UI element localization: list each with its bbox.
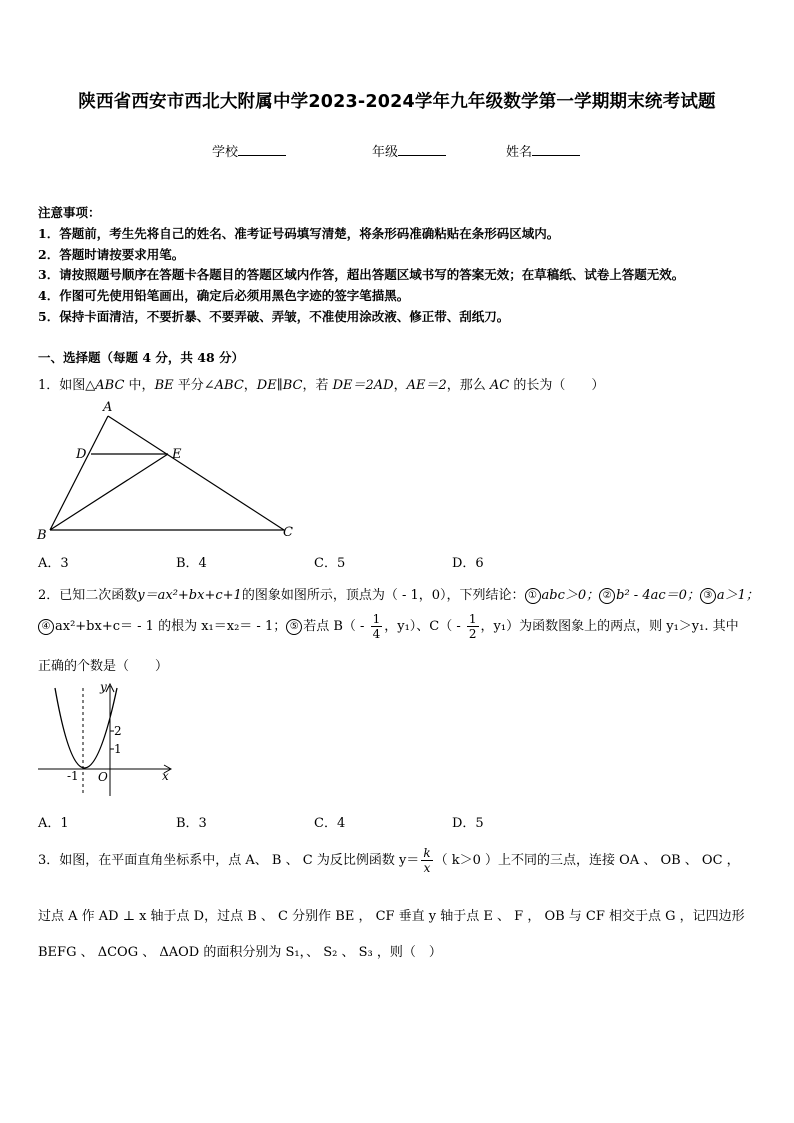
tick-1-label: 1 (114, 742, 122, 756)
axis-x-label: x (162, 769, 169, 783)
q1-option-c: C．5 (314, 556, 346, 571)
label-c: C (283, 525, 293, 540)
name-field (506, 141, 580, 160)
note-item: 2．答题时请按要求用笔。 (38, 247, 185, 262)
label-a: A (103, 400, 113, 415)
origin-label: O (98, 770, 108, 784)
q1-option-a: A．3 (38, 556, 69, 571)
question-2-line-3: 正确的个数是（ ） (38, 659, 169, 674)
name-label: 姓名 (506, 145, 533, 160)
grade-label: 年级 (372, 145, 399, 160)
note-item: 3．请按照题号顺序在答题卡各题目的答题区域内作答，超出答题区域书写的答案无效；在草稿纸、试卷上答题无效。 (38, 267, 685, 282)
school-field (212, 141, 286, 160)
q1-option-b: B．4 (176, 556, 207, 571)
school-label: 学校 (212, 145, 239, 160)
triangle-figure (30, 396, 300, 546)
question-1-text: 1．如图△ABC 中，BE 平分∠ABC，DE∥BC，若 DE＝2AD，AE＝2，那么 AC 的长为（ ） (38, 378, 605, 393)
school-blank (238, 143, 286, 156)
fraction-k-over-x: $\frac{k}{x}$ (423, 846, 431, 875)
grade-blank (398, 143, 446, 156)
note-item: 1．答题前，考生先将自己的姓名、准考证号码填写清楚，将条形码准确粘贴在条形码区域内。 (38, 226, 560, 241)
notes-heading: 注意事项： (38, 205, 101, 220)
q2-option-c: C．4 (314, 816, 346, 831)
section-heading: 一、选择题（每题 4 分，共 48 分） (38, 350, 245, 365)
name-blank (532, 143, 580, 156)
q2-option-b: B．3 (176, 816, 207, 831)
q1-option-d: D．6 (452, 556, 484, 571)
label-e: E (172, 447, 182, 462)
grade-field (372, 141, 446, 160)
fraction-half: $\frac{1}{2}$ (468, 612, 477, 641)
note-item: 5．保持卡面清洁，不要折暴、不要弄破、弄皱，不准使用涂改液、修正带、刮纸刀。 (38, 309, 510, 324)
fraction-quarter: $\frac{1}{4}$ (372, 612, 381, 641)
tick-neg1-label: -1 (67, 769, 79, 783)
question-3-line-2: 过点 A 作 AD ⊥ x 轴于点 D，过点 B 、 C 分别作 BE ， CF 垂直 y 轴于点 E 、 F ， OB 与 CF 相交于点 G ，记四边形 (38, 909, 745, 924)
page-title: 陕西省西安市西北大附属中学2023-2024学年九年级数学第一学期期末统考试题 (78, 92, 716, 112)
parabola-figure (34, 678, 179, 803)
note-item: 4．作图可先使用铅笔画出，确定后必须用黑色字迹的签字笔描黑。 (38, 288, 410, 303)
question-2-line-2: ④ ax²+bx+c＝ - 1 的根为 x₁＝x₂＝ - 1； ⑤ 若点 B（ - $\frac{1}{4}$ ，y₁）、C（ - $\frac{1}{2}$ ，y₁）为函数图象上的两点，则 y₁＞y₁. 其中 (38, 612, 739, 641)
question-3-line-1: 3．如图，在平面直角坐标系中，点 A、 B 、 C 为反比例函数 y＝ $\frac{k}{x}$ （ k＞0 ）上不同的三点，连接 OA 、 OB 、 OC ， (38, 846, 740, 875)
q2-option-a: A．1 (38, 816, 69, 831)
question-2-line-1: 2．已知二次函数y＝ax²+bx+c+1的图象如图所示，顶点为（ - 1，0），下列结论： ① abc＞0； ② b² - 4ac＝0； ③ a＞1； (38, 588, 759, 603)
q2-option-d: D．5 (452, 816, 484, 831)
axis-y-label: y (100, 680, 107, 694)
label-d: D (76, 447, 87, 462)
label-b: B (37, 528, 47, 543)
question-3-line-3: BEFG 、 ΔCOG 、 ΔAOD 的面积分别为 S₁，、 S₂ 、 S₃ ，则（ ） (38, 945, 442, 960)
tick-2-label: 2 (114, 724, 122, 738)
